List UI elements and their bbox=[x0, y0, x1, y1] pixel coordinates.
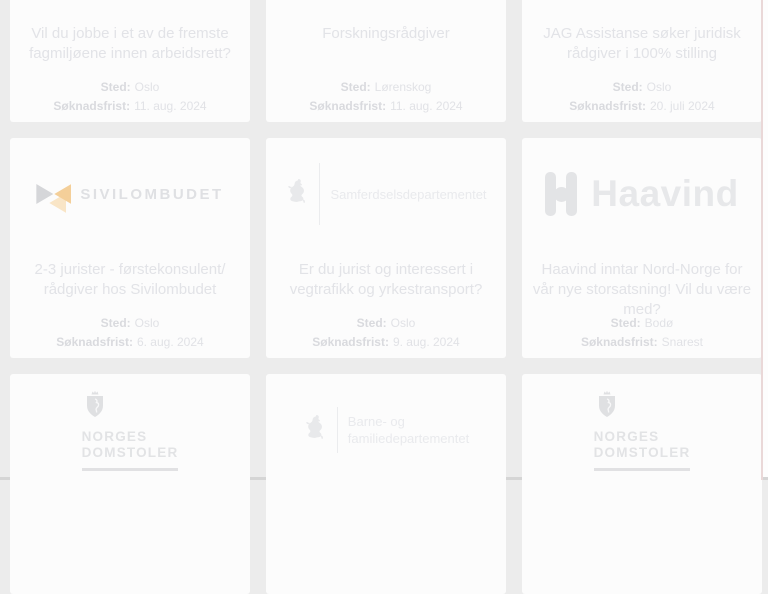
location-label: Sted: bbox=[612, 80, 643, 94]
job-title: 2-3 jurister - førstekonsulent/​rådgiver hos Sivilombudet bbox=[34, 261, 226, 298]
job-meta bbox=[522, 314, 762, 352]
sivilombudet-arrow-right-icon bbox=[36, 184, 53, 204]
deadline-label: Søknadsfrist: bbox=[309, 99, 387, 113]
employer-logo-area bbox=[522, 138, 762, 250]
job-location-line bbox=[10, 78, 250, 97]
norges-domstoler-logo bbox=[82, 390, 179, 471]
norges-domstoler-crest-icon bbox=[84, 390, 106, 420]
employer-logo-area bbox=[10, 138, 250, 250]
sivilombudet-logo bbox=[36, 179, 223, 209]
job-deadline-line bbox=[10, 97, 250, 116]
right-edge-line bbox=[761, 0, 763, 480]
haavind-wordmark: Haavind bbox=[591, 173, 739, 214]
job-card-norges-domstoler-2[interactable] bbox=[522, 374, 762, 594]
job-location-line bbox=[266, 314, 506, 333]
location-label: Sted: bbox=[100, 316, 131, 330]
job-deadline-line bbox=[266, 97, 506, 116]
location-value: Bodø bbox=[644, 316, 674, 330]
job-card-forskningsradgiver[interactable] bbox=[266, 0, 506, 122]
logo-divider bbox=[337, 407, 338, 453]
location-label: Sted: bbox=[100, 80, 131, 94]
job-location-line bbox=[10, 314, 250, 333]
deadline-value: 11. aug. 2024 bbox=[134, 99, 207, 113]
job-location-line bbox=[522, 314, 762, 333]
department-wordmark: Samferdselsdepartementet bbox=[330, 186, 487, 202]
department-wordmark: Barne- og familiedepartementet bbox=[347, 414, 470, 446]
deadline-value: 9. aug. 2024 bbox=[392, 335, 460, 349]
norges-domstoler-wordmark: NORGES DOMSTOLER bbox=[593, 428, 691, 460]
job-title: Er du jurist og interessert i vegtrafikk og yrkestransport? bbox=[289, 261, 483, 298]
haavind-h-icon bbox=[545, 172, 577, 216]
logo-divider bbox=[319, 163, 320, 225]
norges-domstoler-logo bbox=[594, 390, 691, 471]
location-label: Sted: bbox=[356, 316, 387, 330]
job-meta bbox=[266, 78, 506, 116]
employer-logo-area bbox=[266, 374, 506, 486]
location-value: Oslo bbox=[646, 80, 672, 94]
location-value: Oslo bbox=[390, 316, 416, 330]
deadline-label: Søknadsfrist: bbox=[580, 335, 658, 349]
job-meta bbox=[10, 314, 250, 352]
employer-logo-area bbox=[522, 374, 762, 486]
state-lion-icon bbox=[285, 178, 309, 210]
deadline-label: Søknadsfrist: bbox=[56, 335, 133, 349]
sivilombudet-wordmark: SIVILOMBUDET bbox=[80, 185, 224, 203]
job-card-norges-domstoler-1[interactable] bbox=[10, 374, 250, 594]
job-title: Vil du jobbe i et av de fremste fagmiljøene innen arbeidsrett? bbox=[29, 25, 231, 62]
location-value: Oslo bbox=[134, 316, 160, 330]
employer-logo-area bbox=[266, 138, 506, 250]
job-card-arbeidsrett[interactable] bbox=[10, 0, 250, 122]
job-meta bbox=[10, 78, 250, 116]
norges-domstoler-crest-icon bbox=[596, 390, 618, 420]
job-location-line bbox=[266, 78, 506, 97]
deadline-value: 11. aug. 2024 bbox=[390, 99, 463, 113]
employer-logo-area bbox=[266, 0, 506, 14]
job-location-line bbox=[522, 78, 762, 97]
norges-domstoler-wordmark: NORGES DOMSTOLER bbox=[81, 428, 179, 460]
job-card-sivilombudet[interactable] bbox=[10, 138, 250, 358]
job-deadline-line bbox=[522, 333, 762, 352]
job-title: JAG Assistanse søker juridisk rådgiver i 100% stilling bbox=[543, 25, 741, 62]
job-card-samferdselsdepartementet[interactable] bbox=[266, 138, 506, 358]
deadline-label: Søknadsfrist: bbox=[569, 99, 646, 113]
employer-logo-area bbox=[10, 0, 250, 14]
haavind-logo bbox=[545, 172, 738, 216]
location-label: Sted: bbox=[610, 316, 641, 330]
job-deadline-line bbox=[522, 97, 762, 116]
employer-logo-area bbox=[522, 0, 762, 14]
employer-logo-area bbox=[10, 374, 250, 486]
job-meta bbox=[266, 314, 506, 352]
samferdselsdepartementet-logo bbox=[285, 163, 486, 225]
deadline-value: 6. aug. 2024 bbox=[136, 335, 204, 349]
state-lion-icon bbox=[303, 414, 327, 446]
job-title: Haavind inntar Nord-Norge for vår nye storsatsning! Vil du være med? bbox=[532, 261, 752, 318]
location-value: Lørenskog bbox=[374, 80, 432, 94]
location-value: Oslo bbox=[134, 80, 160, 94]
deadline-value: 20. juli 2024 bbox=[649, 99, 715, 113]
job-card-jag-assistanse[interactable] bbox=[522, 0, 762, 122]
job-title: Forskningsrådgiver bbox=[322, 25, 450, 42]
job-card-haavind[interactable] bbox=[522, 138, 762, 358]
location-label: Sted: bbox=[340, 80, 371, 94]
deadline-value: Snarest bbox=[661, 335, 704, 349]
logo-underline bbox=[82, 468, 179, 471]
barne-og-familiedepartementet-logo bbox=[303, 407, 469, 453]
job-meta bbox=[522, 78, 762, 116]
deadline-label: Søknadsfrist: bbox=[53, 99, 131, 113]
job-deadline-line bbox=[266, 333, 506, 352]
job-deadline-line bbox=[10, 333, 250, 352]
logo-underline bbox=[594, 468, 691, 471]
right-margin bbox=[763, 0, 768, 477]
job-card-grid bbox=[10, 0, 762, 594]
deadline-label: Søknadsfrist: bbox=[312, 335, 389, 349]
job-card-barne-og-familiedepartementet[interactable] bbox=[266, 374, 506, 594]
